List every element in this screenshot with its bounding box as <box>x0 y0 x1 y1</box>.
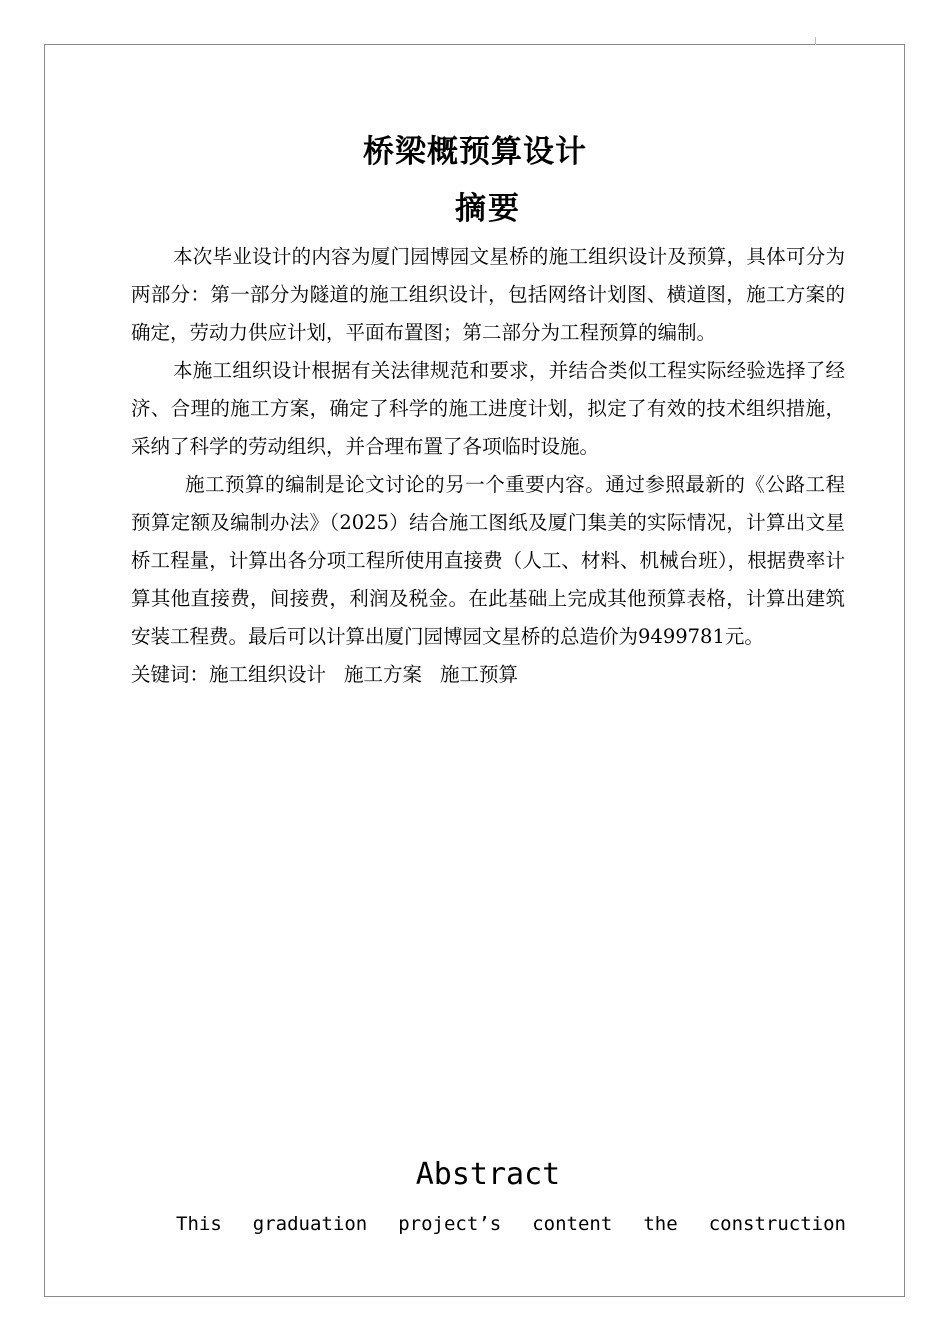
english-abstract-text: This graduation project’s content the construction <box>176 1213 846 1235</box>
keywords-line <box>131 656 845 694</box>
keywords-label: 关键词： <box>131 663 210 686</box>
english-abstract-heading: Abstract <box>415 1157 561 1192</box>
abstract-paragraph-2: 本施工组织设计根据有关法律规范和要求，并结合类似工程实际经验选择了经济、合理的施工方案，确定了科学的施工进度计划，拟定了有效的技术组织措施，采纳了科学的劳动组织，并合理布置了各项临时设施。 <box>131 359 845 458</box>
keyword-item: 施工组织设计 <box>209 663 327 686</box>
abstract-heading: 摘要 <box>455 191 521 227</box>
keyword-item: 施工方案 <box>344 663 423 686</box>
abstract-paragraph-1: 本次毕业设计的内容为厦门园博园文星桥的施工组织设计及预算，具体可分为两部分：第一部分为隧道的施工组织设计，包括网络计划图、横道图，施工方案的确定，劳动力供应计划，平面布置图；第二部分为工程预算的编制。 <box>131 245 845 344</box>
abstract-body <box>131 238 845 694</box>
document-title: 桥梁概预算设计 <box>363 134 587 170</box>
abstract-paragraph-3: 施工预算的编制是论文讨论的另一个重要内容。通过参照最新的《公路工程预算定额及编制办法》（2025）结合施工图纸及厦门集美的实际情况，计算出文星桥工程量，计算出各分项工程所使用直接费（人工、材料、机械台班），根据费率计算其他直接费，间接费，利润及税金。在此基础上完成其他预算表格，计算出建筑安装工程费。最后可以计算出厦门园博园文星桥的总造价为9499781元。 <box>131 473 845 648</box>
corner-mark <box>815 37 816 45</box>
keyword-item: 施工预算 <box>440 663 519 686</box>
